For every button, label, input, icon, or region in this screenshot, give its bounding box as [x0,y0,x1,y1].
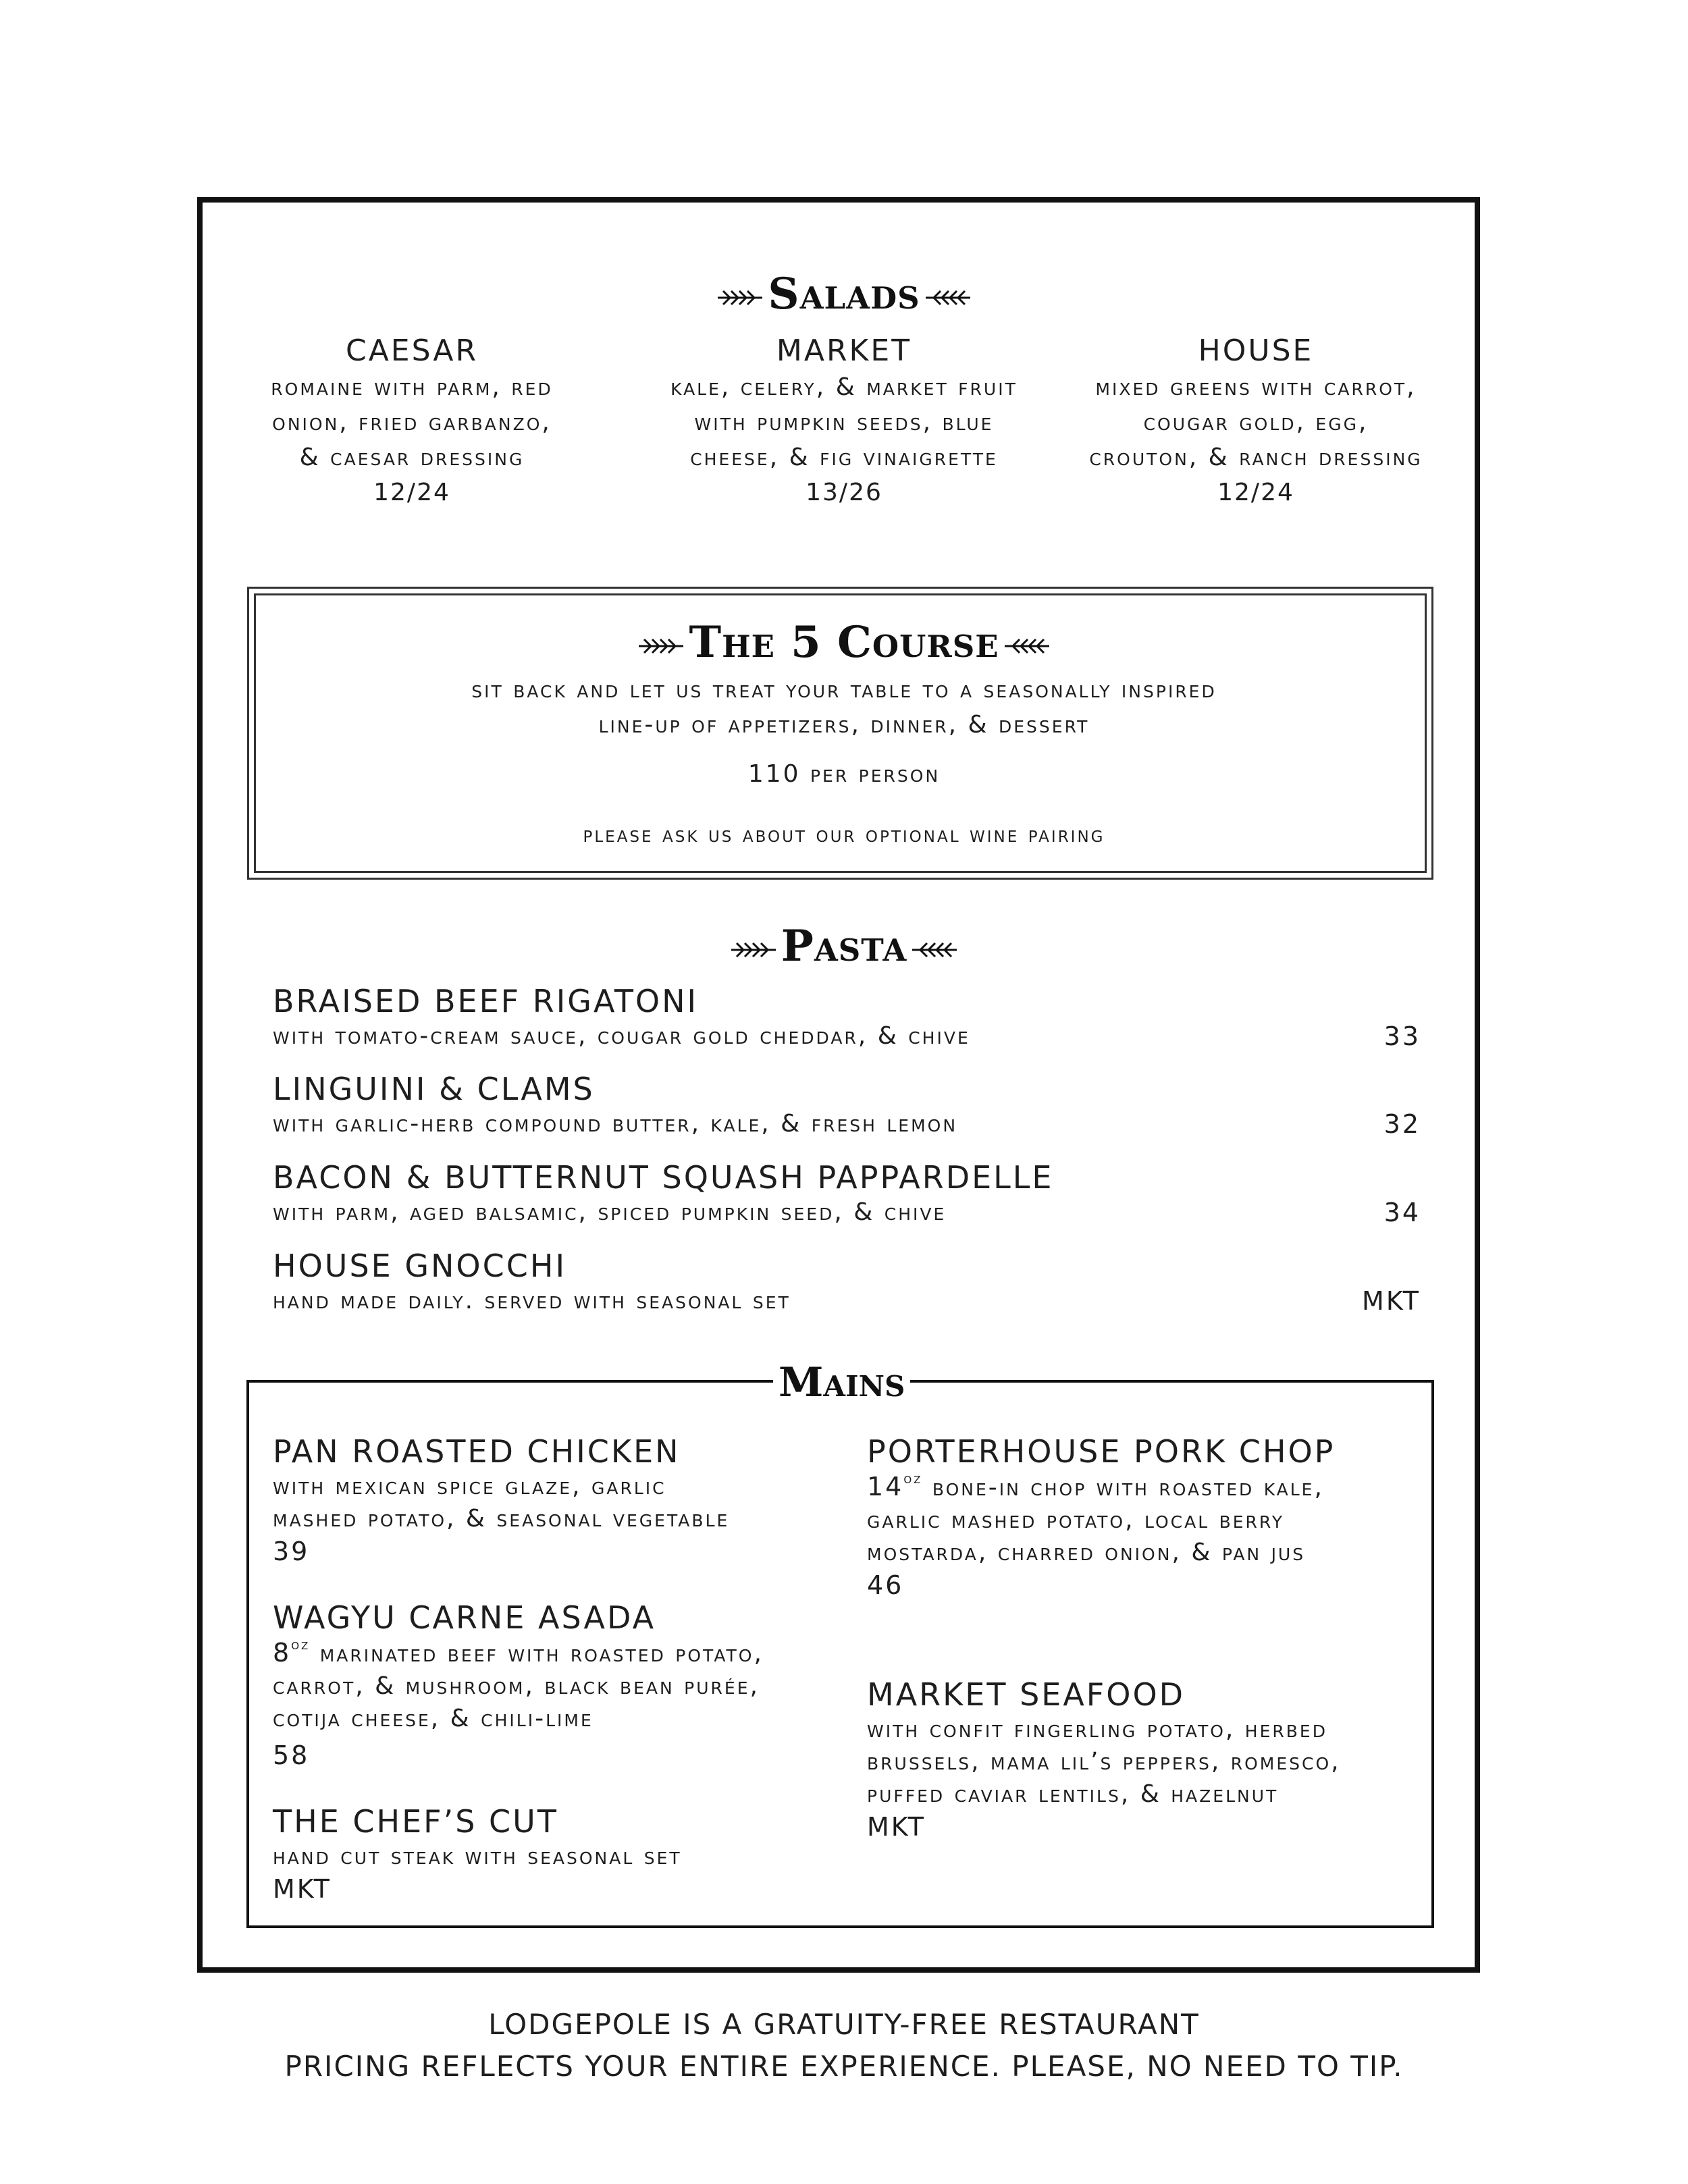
five-course-title: The 5 Course [689,617,999,668]
main-desc-line: mashed potato, & seasonal vegetable [273,1505,730,1533]
five-course-price: 110 per person [747,760,941,788]
arrow-right-icon [716,288,764,307]
main-size-unit: oz [903,1470,923,1487]
pasta-price: 32 [1383,1109,1421,1139]
salad-desc-line: romaine with parm, red [271,373,553,401]
main-price: 46 [867,1570,904,1600]
main-desc-line: with confit fingerling potato, herbed [867,1715,1327,1743]
footer-line2: PRICING REFLECTS YOUR ENTIRE EXPERIENCE. PLEASE, NO NEED TO TIP. [284,2050,1404,2083]
salad-price: 12/24 [1217,479,1294,506]
five-course-heading [0,617,1688,668]
pasta-name: BRAISED BEEF RIGATONI [273,983,699,1019]
main-name: WAGYU CARNE ASADA [273,1599,656,1636]
salads-title: Salads [768,269,920,319]
main-desc-line [273,1636,826,1670]
main-desc-line: mostarda, charred onion, & pan jus [867,1539,1306,1566]
footer-line1: LODGEPOLE IS A GRATUITY-FREE RESTAURANT [488,2008,1200,2041]
main-desc-text: bone-in chop with roasted kale, [922,1474,1324,1501]
main-name: THE CHEF’S CUT [273,1803,558,1840]
salad-name: HOUSE [1198,334,1314,368]
main-price: 58 [273,1740,310,1770]
main-desc-line: carrot, & mushroom, black bean purée, [273,1672,760,1700]
pasta-heading [0,921,1688,971]
main-price: MKT [867,1812,926,1842]
main-desc-line: garlic mashed potato, local berry [867,1506,1284,1534]
five-course-note: please ask us about our optional wine pairing [583,821,1105,847]
main-size: 14 [867,1472,904,1501]
main-item [273,1599,826,1772]
main-item [867,1676,1421,1843]
salad-name: MARKET [776,334,912,368]
salad-desc-line: cheese, & fig vinaigrette [690,444,998,471]
salad-item [223,332,601,510]
arrow-right-icon [730,940,777,959]
main-desc-line: with mexican spice glaze, garlic [273,1472,666,1500]
salad-name: CAESAR [345,334,479,368]
pasta-price: 34 [1383,1198,1421,1227]
arrow-left-icon [911,940,958,959]
main-item [273,1433,826,1568]
pasta-item [273,1247,1421,1317]
pasta-item [273,1070,1421,1140]
pasta-name: HOUSE GNOCCHI [273,1248,567,1284]
salad-price: 12/24 [373,479,450,506]
main-desc-line: brussels, mama lil’s peppers, romesco, [867,1748,1341,1776]
five-course-line2: line-up of appetizers, dinner, & dessert [598,711,1090,739]
arrow-left-icon [1003,637,1051,656]
pasta-item [273,982,1421,1053]
pasta-title: Pasta [781,921,907,971]
main-item [273,1803,826,1905]
main-desc-line: cotija cheese, & chili-lime [273,1705,594,1732]
main-desc-line [867,1470,1421,1504]
main-size-unit: oz [291,1636,311,1653]
salad-price: 13/26 [806,479,882,506]
salad-item [1053,332,1458,510]
salad-desc-line: with pumpkin seeds, blue [694,408,994,436]
arrow-right-icon [637,637,685,656]
pasta-desc: with parm, aged balsamic, spiced pumpkin seed, & chive [273,1198,947,1226]
main-desc-text: marinated beef with roasted potato, [310,1640,764,1668]
salad-desc-line: & caesar dressing [299,444,525,471]
pasta-name: LINGUINI & CLAMS [273,1071,595,1107]
pasta-item [273,1158,1421,1229]
main-item [867,1433,1421,1601]
main-desc-line: hand cut steak with seasonal set [273,1842,682,1870]
main-name: PORTERHOUSE PORK CHOP [867,1433,1336,1470]
main-price: 39 [273,1537,310,1566]
pasta-name: BACON & BUTTERNUT SQUASH PAPPARDELLE [273,1159,1054,1196]
pasta-price: MKT [1362,1286,1421,1316]
pasta-price: 33 [1383,1021,1421,1051]
salad-desc-line: mixed greens with carrot, [1095,373,1417,401]
pasta-desc: with garlic-herb compound butter, kale, & fresh lemon [273,1110,958,1138]
pasta-desc: with tomato-cream sauce, cougar gold cheddar, & chive [273,1022,970,1050]
main-desc-line: puffed caviar lentils, & hazelnut [867,1780,1279,1808]
mains-title: Mains [773,1362,910,1403]
arrow-left-icon [924,288,972,307]
main-name: PAN ROASTED CHICKEN [273,1433,681,1470]
salad-desc-line: kale, celery, & market fruit [670,373,1018,401]
main-price: MKT [273,1874,332,1904]
salad-desc-line: cougar gold, egg, [1143,408,1369,436]
main-size: 8 [273,1638,292,1668]
salads-heading [0,269,1688,319]
main-name: MARKET SEAFOOD [867,1676,1186,1713]
salad-item [648,332,1040,510]
salad-desc-line: onion, fried garbanzo, [272,408,552,436]
five-course-line1: sit back and let us treat your table to a seasonally inspired [471,676,1217,703]
pasta-desc: hand made daily. served with seasonal set [273,1287,791,1314]
salad-desc-line: crouton, & ranch dressing [1089,444,1423,471]
